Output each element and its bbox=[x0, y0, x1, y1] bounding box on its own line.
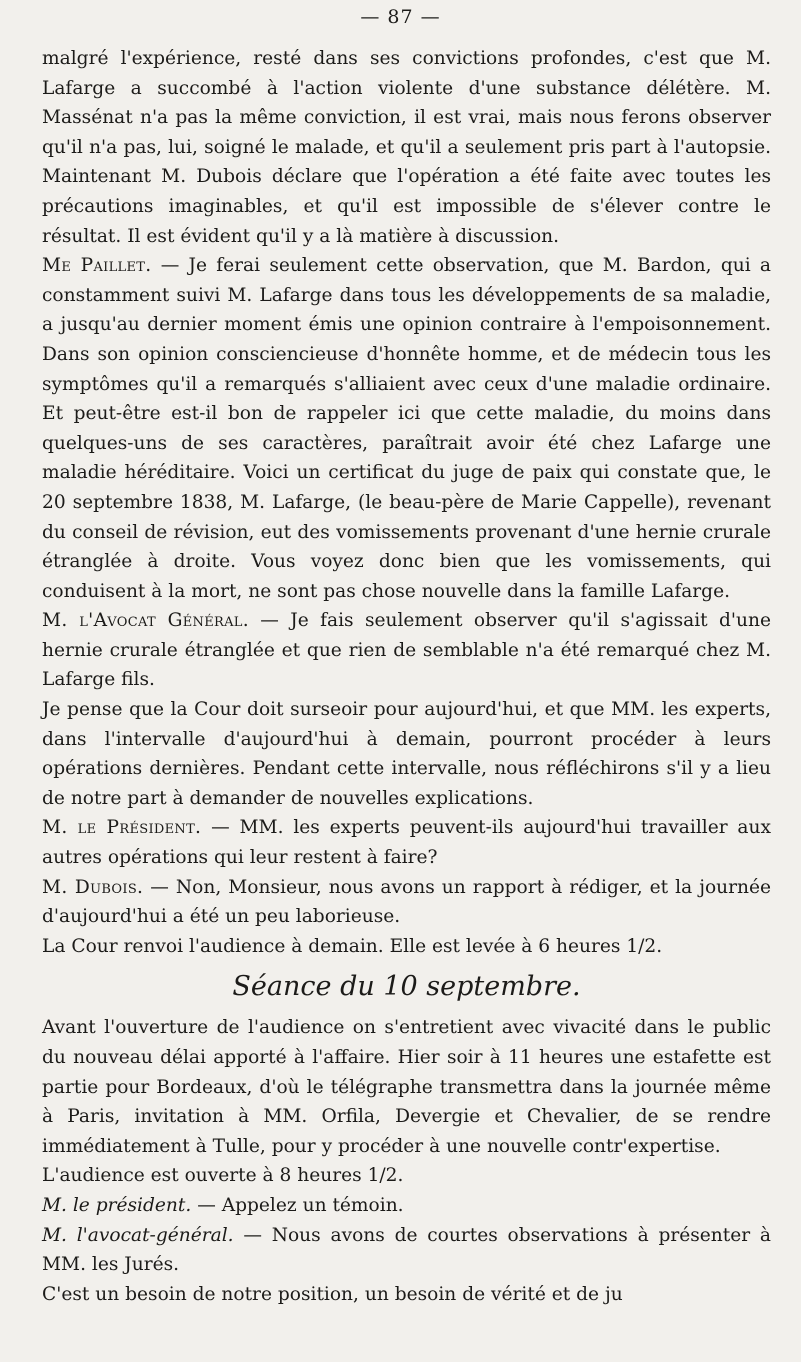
page-number: — 87 — bbox=[360, 6, 441, 28]
paragraph bbox=[42, 606, 771, 695]
paragraph-text: — Nous avons de courtes observations à présenter à MM. les Jurés. bbox=[42, 1224, 771, 1276]
paragraph-text: — Appelez un témoin. bbox=[191, 1194, 404, 1216]
paragraph bbox=[42, 44, 771, 251]
paragraph-text: — Je fais seulement observer qu'il s'agissait d'une hernie crurale étranglée et que rien de semblable n'a été remarqué chez M. Lafarge fils. bbox=[42, 610, 771, 691]
paragraph-text: — Je ferai seulement cette observation, que M. Bardon, qui a constamment suivi M. Lafarge dans tous les développements de sa maladie, a jusqu'au dernier moment émis une opinion contraire à l'empoisonnement. Dans son opinion consciencieuse d'honnête homme, et de médecin tous les symptômes qu'il a remarqués s'alliaient avec ceux d'une maladie ordinaire. Et peut-être est-il bon de rappeler ici que cette maladie, du moins dans quelques-uns de ses caractères, paraîtrait avoir été chez Lafarge une maladie héréditaire. Voici un certificat du juge de paix qui constate que, le 20 septembre 1838, M. Lafarge, (le beau-père de Marie Cappelle), revenant du conseil de révision, eut des vomissements provenant d'une hernie crurale étranglée à droite. Vous voyez donc bien que les vomissements, qui conduisent à la mort, ne sont pas chose nouvelle dans la famille Lafarge. bbox=[42, 255, 771, 602]
speaker-name: M. Dubois. bbox=[42, 876, 144, 898]
speaker-name: M. l'Avocat Général. bbox=[42, 610, 249, 632]
paragraph bbox=[42, 1280, 771, 1310]
paragraph bbox=[42, 1221, 771, 1280]
paragraph bbox=[42, 813, 771, 872]
paragraph-text: — Non, Monsieur, nous avons un rapport à rédiger, et la journée d'aujourd'hui a été un peu laborieuse. bbox=[42, 876, 771, 928]
paragraph bbox=[42, 1161, 771, 1191]
document-text bbox=[42, 44, 771, 1309]
paragraph-text: — MM. les experts peuvent-ils aujourd'hui travailler aux autres opérations qui leur restent à faire? bbox=[42, 817, 771, 869]
speaker-name: M. le président. bbox=[42, 1194, 192, 1216]
speaker-name: Me Paillet. bbox=[42, 255, 152, 277]
paragraph-text: malgré l'expérience, resté dans ses convictions profondes, c'est que M. Lafarge a succombé à l'action violente d'une substance délétère. M. Massénat n'a pas la même conviction, il est vrai, mais nous ferons observer qu'il n'a pas, lui, soigné le malade, et qu'il a seulement pris part à l'autopsie. Maintenant M. Dubois déclare que l'opération a été faite avec toutes les précautions imaginables, et qu'il est impossible de s'élever contre le résultat. Il est évident qu'il y a là matière à discussion. bbox=[42, 48, 771, 247]
paragraph bbox=[42, 1013, 771, 1161]
paragraph bbox=[42, 932, 771, 962]
paragraph bbox=[42, 873, 771, 932]
paragraph bbox=[42, 251, 771, 606]
paragraph-text: Je pense que la Cour doit surseoir pour aujourd'hui, et que MM. les experts, dans l'intervalle d'aujourd'hui à demain, pourront procéder à leurs opérations dernières. Pendant cette intervalle, nous réfléchirons s'il y a lieu de notre part à demander de nouvelles explications. bbox=[42, 699, 771, 809]
paragraph-text: C'est un besoin de notre position, un besoin de vérité et de ju bbox=[42, 1283, 623, 1305]
speaker-name: M. le Président. bbox=[42, 817, 202, 839]
session-heading: Séance du 10 septembre. bbox=[232, 971, 581, 1003]
paragraph bbox=[42, 695, 771, 813]
paragraph-text: La Cour renvoi l'audience à demain. Elle est levée à 6 heures 1/2. bbox=[42, 935, 663, 957]
paragraph bbox=[42, 1191, 771, 1221]
paragraph-text: L'audience est ouverte à 8 heures 1/2. bbox=[42, 1165, 404, 1187]
paragraph-text: Avant l'ouverture de l'audience on s'entretient avec vivacité dans le public du nouveau délai apporté à l'affaire. Hier soir à 11 heures une estafette est partie pour Bordeaux, d'où le télégraphe transmettra dans la journée même à Paris, invitation à MM. Orfila, Devergie et Chevalier, de se rendre immédiatement à Tulle, pour y procéder à une nouvelle contr'expertise. bbox=[42, 1017, 771, 1157]
speaker-name: M. l'avocat-général. bbox=[42, 1224, 234, 1246]
